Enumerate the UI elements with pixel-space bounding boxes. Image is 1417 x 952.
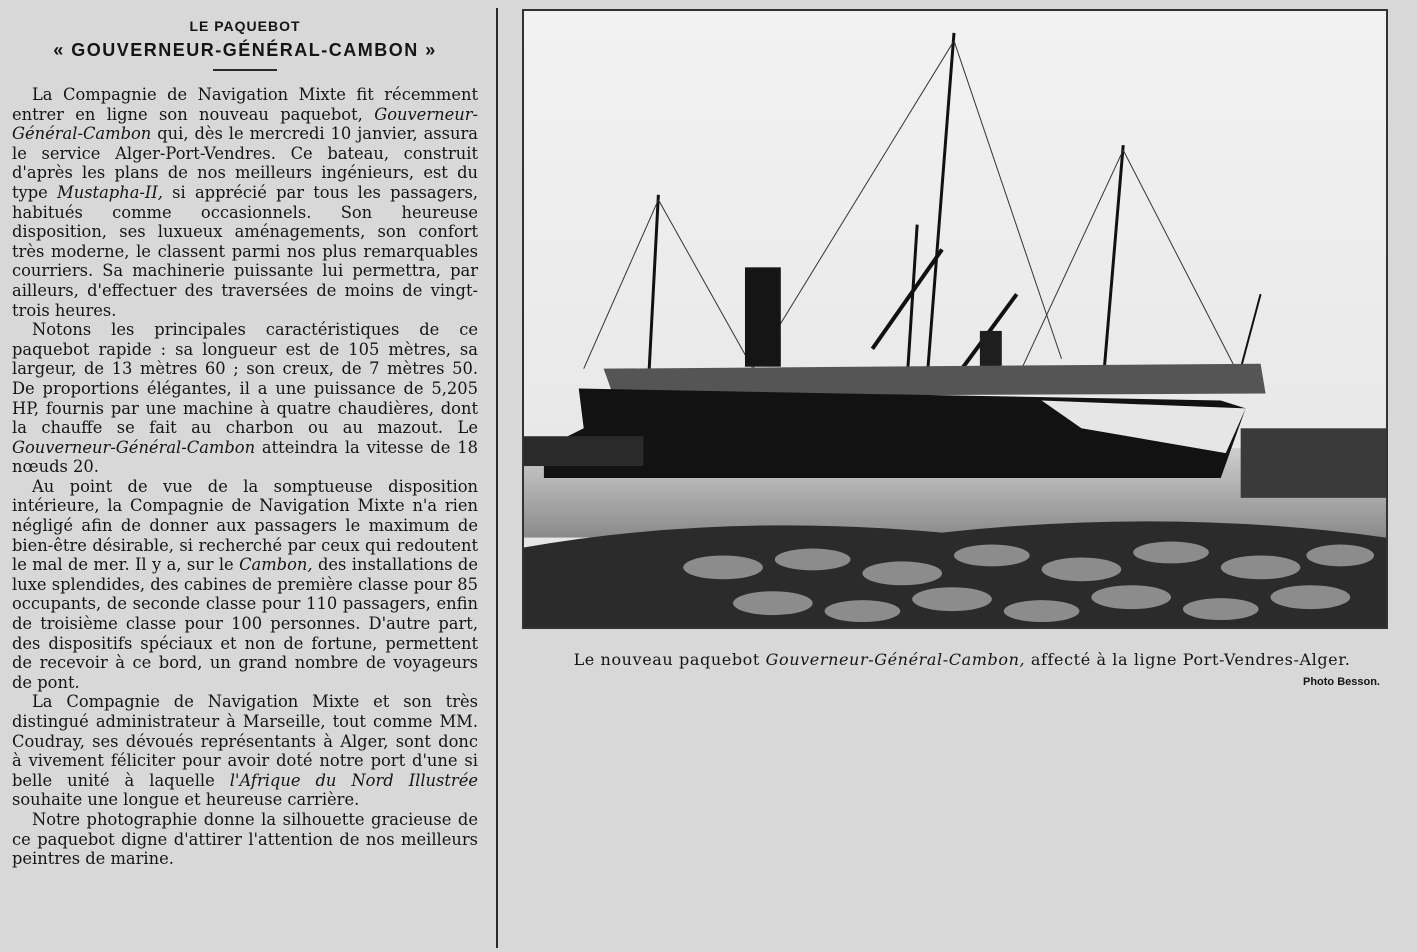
distant-vessels [1241,428,1386,498]
italic-title: Gouverneur-Général-Cambon, [765,650,1026,669]
ship-photograph [522,9,1388,629]
article-paragraph: Notons les principales caractéristiques de ce paquebot rapide : sa longueur est de 105 mètres, sa largeur, de 13 mètres 60 ; son creux, de 7 mètres 50. De proportions élégantes, il a une puissance de 5,205 HP, fournis par une machine à quatre chaudières, dont la chauffe se fait au charbon ou au mazout. Le Gouverneur-Général-Cambon atteindra la vitesse de 18 nœuds 20. [12,320,478,477]
italic-title: Mustapha-II, [57,182,163,202]
italic-title: l'Afrique du Nord Illustrée [229,770,478,790]
article-body [12,85,478,869]
headline-separator [213,69,277,71]
article-headline: « GOUVERNEUR-GÉNÉRAL-CAMBON » [53,40,437,60]
quay-left [524,436,643,466]
article-paragraph: La Compagnie de Navigation Mixte et son très distingué administrateur à Marseille, tout comme MM. Coudray, ses dévoués représentants à Alger, sont donc à vivement féliciter pour avoir doté notre port d'une si belle unité à laquelle l'Afrique du Nord Illustrée souhaite une longue et heureuse carrière. [12,692,478,810]
column-divider [496,8,498,948]
ship-photo-illustration [524,11,1386,627]
article-paragraph: Au point de vue de la somptueuse disposition intérieure, la Compagnie de Navigation Mixte n'a rien négligé afin de donner aux passagers le maximum de bien-être désirable, si recherché par ceux qui redoutent le mal de mer. Il y a, sur le Cambon, des installations de luxe splendides, des cabines de première classe pour 85 occupants, de seconde classe pour 110 passagers, enfin de troisième classe pour 100 personnes. D'autre part, des dispositifs spéciaux et non de fortune, permettent de recevoir à ce bord, un grand nombre de voyageurs de pont. [12,476,478,692]
italic-title: Gouverneur-Général-Cambon [12,437,256,457]
photo-credit: Photo Besson. [1302,676,1380,688]
photo-caption: Le nouveau paquebot Gouverneur-Général-Cambon, affecté à la ligne Port-Vendres-Alger. [573,650,1351,669]
italic-title: Cambon, [239,555,313,575]
aft-funnel [980,331,1002,371]
article-paragraph: La Compagnie de Navigation Mixte fit récemment entrer en ligne son nouveau paquebot, Gouverneur-Général-Cambon qui, dès le mercredi 10 janvier, assura le service Alger-Port-Vendres. Ce bateau, construit d'après les plans de nos meilleurs ingénieurs, est du type Mustapha-II, si apprécié par tous les passagers, habitués comme occasionnels. Son heureuse disposition, ses luxueux aménagements, son confort très moderne, le classent parmi nos plus remarquables courriers. Sa machinerie puissante lui permettra, par ailleurs, d'effectuer des traversées de moins de vingt-trois heures. [12,85,478,320]
ship-funnel [745,267,781,366]
article-kicker: LE PAQUEBOT [189,18,301,34]
italic-title: Gouverneur-Général-Cambon [12,104,478,144]
article-paragraph: Notre photographie donne la silhouette gracieuse de ce paquebot digne d'attirer l'attention de nos meilleurs peintres de marine. [12,809,478,869]
article-column [12,14,478,946]
